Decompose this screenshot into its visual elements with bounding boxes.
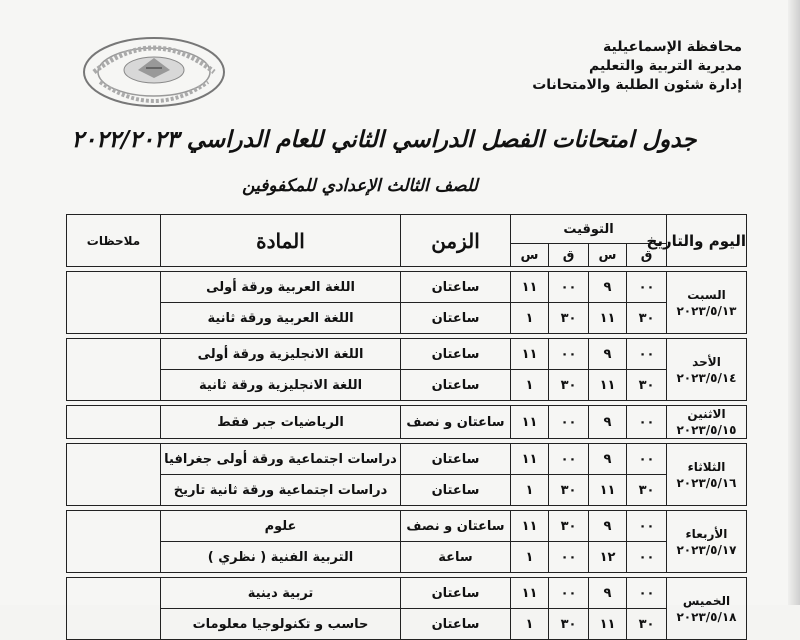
end-minutes: ٠٠ bbox=[549, 542, 589, 573]
end-hour: ١ bbox=[511, 370, 549, 401]
day-date-cell bbox=[667, 406, 747, 439]
start-minutes: ٠٠ bbox=[627, 578, 667, 609]
exam-duration: ساعة bbox=[401, 542, 511, 573]
exam-subject: دراسات اجتماعية ورقة أولى جغرافيا bbox=[161, 444, 401, 475]
day-date-cell bbox=[667, 339, 747, 401]
column-header-timing: التوقيت bbox=[511, 215, 667, 244]
end-minutes: ٣٠ bbox=[549, 609, 589, 640]
exam-date: ٢٠٢٣/٥/١٦ bbox=[676, 475, 737, 490]
table-row bbox=[67, 578, 747, 609]
start-minutes: ٠٠ bbox=[627, 406, 667, 439]
start-hour: ٩ bbox=[589, 511, 627, 542]
end-minutes: ٣٠ bbox=[549, 511, 589, 542]
start-hour: ١١ bbox=[589, 475, 627, 506]
exam-date: ٢٠٢٣/٥/١٧ bbox=[676, 542, 737, 557]
day-name: الخميس bbox=[682, 593, 731, 608]
exam-subject: حاسب و تكنولوجيا معلومات bbox=[161, 609, 401, 640]
exam-subject: دراسات اجتماعية ورقة ثانية تاريخ bbox=[161, 475, 401, 506]
start-minutes: ٣٠ bbox=[627, 370, 667, 401]
end-hour: ١١ bbox=[511, 272, 549, 303]
start-hour: ٩ bbox=[589, 272, 627, 303]
start-hour: ١١ bbox=[589, 303, 627, 334]
notes-cell bbox=[67, 272, 161, 334]
day-date-cell bbox=[667, 444, 747, 506]
exam-duration: ساعتان و نصف bbox=[401, 511, 511, 542]
table-row bbox=[67, 303, 747, 334]
exam-duration: ساعتان bbox=[401, 272, 511, 303]
start-hour: ٩ bbox=[589, 339, 627, 370]
start-hour: ٩ bbox=[589, 578, 627, 609]
end-hour: ١١ bbox=[511, 511, 549, 542]
end-minutes: ٠٠ bbox=[549, 444, 589, 475]
start-minutes: ٠٠ bbox=[627, 542, 667, 573]
column-header-day: اليوم والتاريخ bbox=[667, 215, 747, 267]
directorate-name: مديرية التربية والتعليم bbox=[589, 58, 742, 74]
start-minutes: ٣٠ bbox=[627, 609, 667, 640]
exam-duration: ساعتان bbox=[401, 444, 511, 475]
table-row bbox=[67, 542, 747, 573]
exam-duration: ساعتان bbox=[401, 609, 511, 640]
start-minutes: ٣٠ bbox=[627, 303, 667, 334]
table-row bbox=[67, 339, 747, 370]
start-minutes: ٠٠ bbox=[627, 511, 667, 542]
notes-cell bbox=[67, 339, 161, 401]
end-hour: ١١ bbox=[511, 444, 549, 475]
start-minutes: ٠٠ bbox=[627, 339, 667, 370]
exam-duration: ساعتان bbox=[401, 370, 511, 401]
exam-subject: علوم bbox=[161, 511, 401, 542]
day-name: الأحد bbox=[692, 354, 721, 369]
table-row bbox=[67, 609, 747, 640]
end-hour: ١ bbox=[511, 303, 549, 334]
subheader-minutes-end: ق bbox=[549, 244, 589, 267]
exam-subject: اللغة العربية ورقة ثانية bbox=[161, 303, 401, 334]
exam-date: ٢٠٢٣/٥/١٨ bbox=[676, 609, 737, 624]
exam-schedule-table bbox=[66, 214, 747, 640]
day-date-cell bbox=[667, 578, 747, 640]
start-minutes: ٠٠ bbox=[627, 444, 667, 475]
day-date-cell bbox=[667, 511, 747, 573]
day-name: السبت bbox=[687, 287, 726, 302]
end-minutes: ٠٠ bbox=[549, 272, 589, 303]
end-minutes: ٠٠ bbox=[549, 339, 589, 370]
start-hour: ١١ bbox=[589, 370, 627, 401]
directorate-logo bbox=[80, 32, 228, 112]
subheader-hour-end: س bbox=[511, 244, 549, 267]
day-name: الاثنين bbox=[687, 407, 726, 421]
end-hour: ١١ bbox=[511, 406, 549, 439]
day-name: الأربعاء bbox=[685, 526, 728, 541]
page-edge-shadow bbox=[788, 0, 800, 605]
table-row bbox=[67, 475, 747, 506]
exam-duration: ساعتان bbox=[401, 339, 511, 370]
exam-subject: الرياضيات جبر فقط bbox=[161, 406, 401, 439]
end-minutes: ٣٠ bbox=[549, 475, 589, 506]
exam-subject: تربية دينية bbox=[161, 578, 401, 609]
end-hour: ١ bbox=[511, 609, 549, 640]
page-title: جدول امتحانات الفصل الدراسي الثاني للعام الدراسي ٢٠٢٢/٢٠٢٣ bbox=[71, 126, 697, 153]
start-minutes: ٠٠ bbox=[627, 272, 667, 303]
exam-date: ٢٠٢٣/٥/١٣ bbox=[676, 303, 737, 318]
table-row bbox=[67, 444, 747, 475]
column-header-duration: الزمن bbox=[401, 215, 511, 267]
exam-subject: التربية الفنية ( نظري ) bbox=[161, 542, 401, 573]
table-row bbox=[67, 406, 747, 439]
subheader-hour-start: س bbox=[589, 244, 627, 267]
exam-subject: اللغة الانجليزية ورقة ثانية bbox=[161, 370, 401, 401]
start-hour: ٩ bbox=[589, 444, 627, 475]
end-minutes: ٠٠ bbox=[549, 578, 589, 609]
day-name: الثلاثاء bbox=[687, 459, 726, 474]
end-minutes: ٣٠ bbox=[549, 370, 589, 401]
start-minutes: ٣٠ bbox=[627, 475, 667, 506]
notes-cell bbox=[67, 444, 161, 506]
subheader-minutes-start: ق bbox=[627, 244, 667, 267]
notes-cell bbox=[67, 406, 161, 439]
exam-date: ٢٠٢٣/٥/١٤ bbox=[676, 370, 737, 385]
start-hour: ١٢ bbox=[589, 542, 627, 573]
authority-header bbox=[532, 38, 742, 95]
notes-cell bbox=[67, 511, 161, 573]
exam-subject: اللغة العربية ورقة أولى bbox=[161, 272, 401, 303]
exam-duration: ساعتان bbox=[401, 578, 511, 609]
day-date-cell bbox=[667, 272, 747, 334]
department-name: إدارة شئون الطلبة والامتحانات bbox=[532, 77, 742, 93]
governorate-name: محافظة الإسماعيلية bbox=[602, 39, 742, 55]
column-header-notes: ملاحظات bbox=[67, 215, 161, 267]
exam-date: ٢٠٢٣/٥/١٥ bbox=[676, 423, 737, 437]
page-subtitle: للصف الثالث الإعدادي للمكفوفين bbox=[242, 176, 478, 196]
end-minutes: ٣٠ bbox=[549, 303, 589, 334]
end-hour: ١١ bbox=[511, 578, 549, 609]
start-hour: ٩ bbox=[589, 406, 627, 439]
end-minutes: ٠٠ bbox=[549, 406, 589, 439]
end-hour: ١ bbox=[511, 475, 549, 506]
end-hour: ١١ bbox=[511, 339, 549, 370]
column-header-subject: المادة bbox=[161, 215, 401, 267]
exam-duration: ساعتان و نصف bbox=[401, 406, 511, 439]
start-hour: ١١ bbox=[589, 609, 627, 640]
table-row bbox=[67, 272, 747, 303]
table-row bbox=[67, 370, 747, 401]
end-hour: ١ bbox=[511, 542, 549, 573]
exam-duration: ساعتان bbox=[401, 475, 511, 506]
exam-subject: اللغة الانجليزية ورقة أولى bbox=[161, 339, 401, 370]
table-row bbox=[67, 511, 747, 542]
notes-cell bbox=[67, 578, 161, 640]
exam-duration: ساعتان bbox=[401, 303, 511, 334]
